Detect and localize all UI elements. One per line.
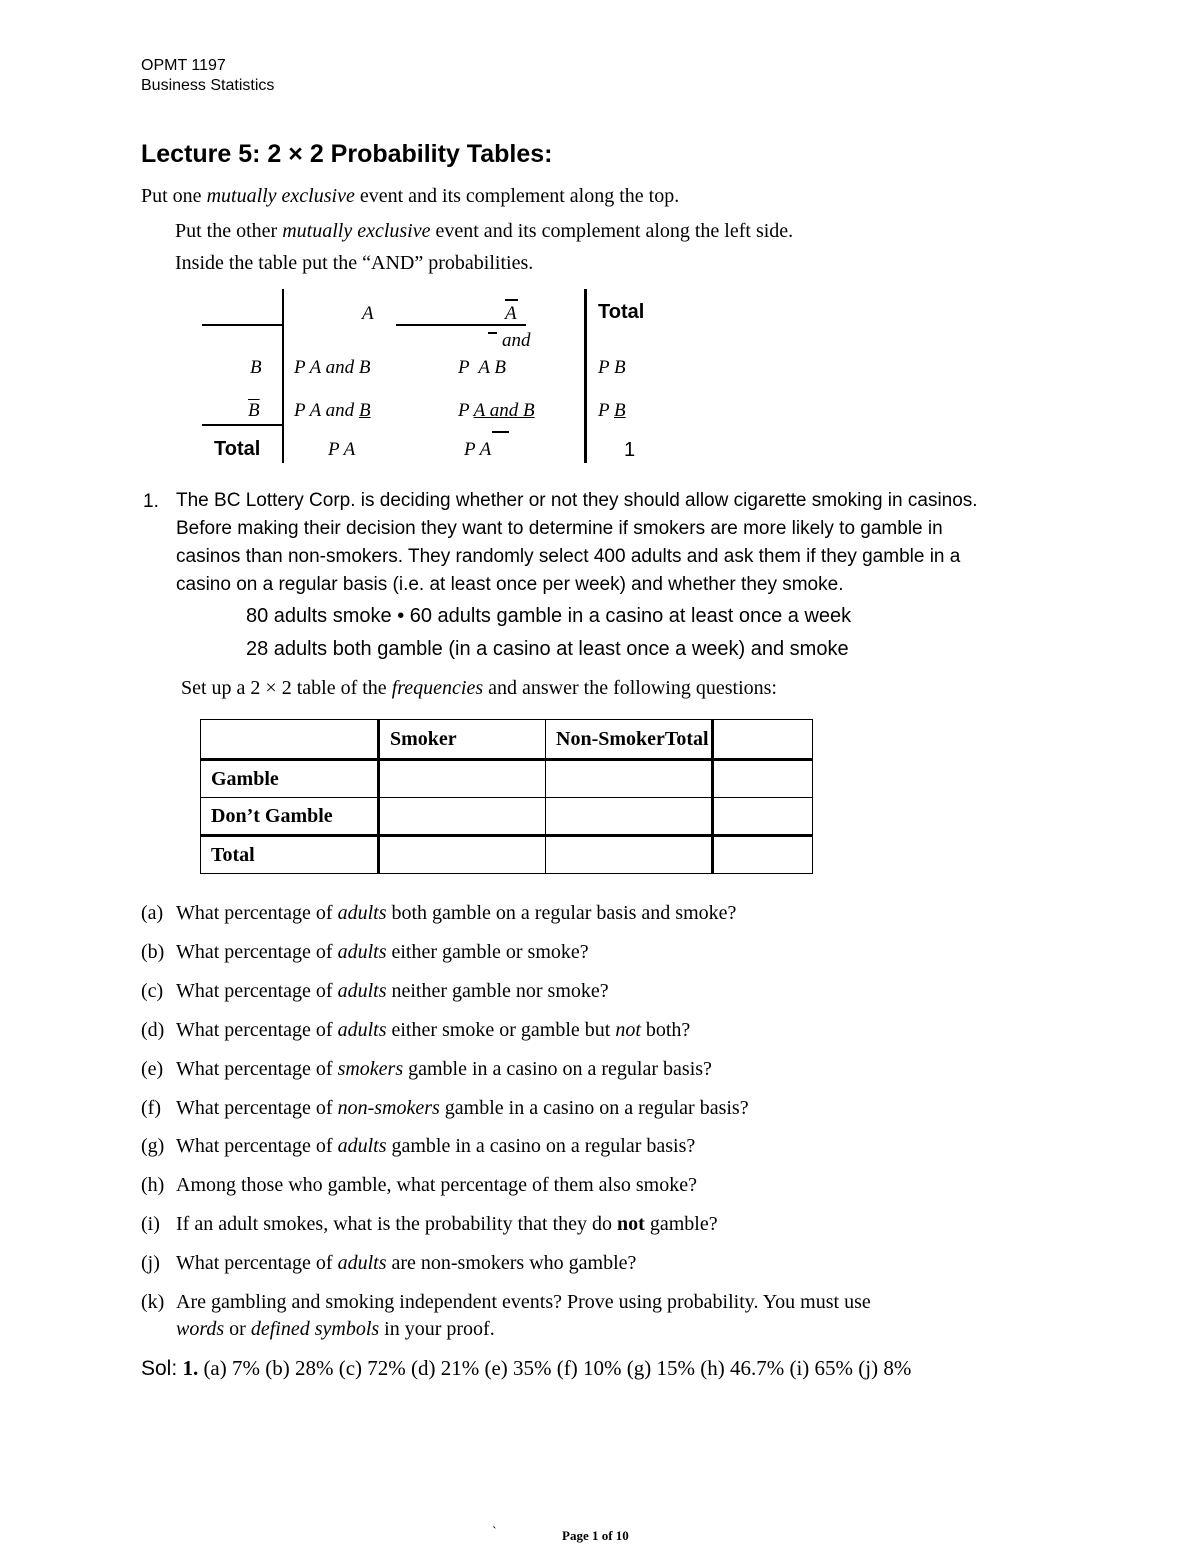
prob-cell-total-total: 1: [624, 439, 636, 461]
question-item: [141, 980, 609, 1003]
problem-fact-1: 80 adults smoke • 60 adults gamble in a casino at least once a week: [246, 605, 852, 627]
prob-row-b: B: [250, 357, 262, 378]
question-label: (i): [141, 1213, 160, 1235]
prob-col-total: Total: [598, 301, 645, 323]
question-item: [141, 1252, 636, 1275]
question-label: (g): [141, 1135, 165, 1157]
intro-line-3: Inside the table put the “AND” probabilities.: [175, 252, 534, 274]
freq-row-gamble: [201, 760, 813, 798]
prob-cell-total-a: P A: [328, 439, 356, 460]
question-k-post: in your proof.: [379, 1318, 495, 1340]
question-label: (d): [141, 1019, 165, 1041]
question-text: What percentage of: [176, 980, 338, 1002]
question-label: (c): [141, 980, 164, 1002]
question-emphasis: smokers: [337, 1058, 404, 1080]
freq-header-nonsmoker-total: Non-SmokerTotal: [546, 720, 713, 760]
prob-cell-bbar-total: [598, 400, 626, 422]
abar-overline-total: [492, 431, 509, 433]
prob-table-left-rule: [282, 289, 284, 463]
question-k-line-2: [176, 1318, 495, 1341]
prob-cell-bbar-abar-a: A: [473, 400, 485, 421]
prob-cell-bbar-total-b: B: [614, 400, 626, 421]
problem-setup: [181, 677, 777, 700]
question-label: (f): [141, 1097, 161, 1119]
question-label: (j): [141, 1252, 160, 1274]
freq-cell-dontgamble-smoker[interactable]: [379, 798, 546, 836]
question-text-post: either gamble or smoke?: [386, 941, 589, 963]
question-text: What percentage of: [176, 1058, 338, 1080]
question-text-mid: either smoke or gamble but: [386, 1019, 616, 1041]
intro-line-2-pre: Put the other: [175, 220, 283, 242]
freq-header-row: [201, 720, 813, 760]
freq-row-label: Gamble: [201, 760, 379, 798]
problem-text-line-2: Before making their decision they want to determine if smokers are more likely to gamble in: [176, 518, 943, 539]
prob-cell-bbar-a-b: B: [358, 400, 371, 421]
problem-text-line-1: The BC Lottery Corp. is deciding whether or not they should allow cigarette smoking in casinos.: [176, 490, 978, 511]
question-text-post: gamble in a casino on a regular basis?: [386, 1135, 696, 1157]
prob-and-label: and: [502, 330, 531, 351]
question-item: [141, 1097, 749, 1120]
question-k-mid: or: [224, 1318, 251, 1340]
solution-line: [141, 1356, 911, 1381]
prob-cell-total-abar-a: A: [479, 439, 492, 460]
question-item: [141, 1213, 718, 1236]
intro-line-2-em: mutually exclusive: [282, 220, 431, 242]
prob-cell-bbar-abar-b: B: [522, 400, 535, 421]
question-item: [141, 1058, 712, 1081]
question-text: Among those who gamble, what percentage of them also smoke?: [176, 1174, 697, 1196]
question-item: [141, 941, 589, 964]
prob-col-a: A: [362, 303, 374, 324]
course-code: OPMT 1197: [141, 57, 226, 74]
intro-line-2: [175, 220, 793, 243]
question-text: What percentage of: [176, 1135, 338, 1157]
question-text-post: both?: [640, 1019, 691, 1041]
question-strong: not: [617, 1213, 645, 1235]
question-label: (e): [141, 1058, 164, 1080]
freq-cell-total-total[interactable]: [713, 836, 813, 874]
freq-cell-gamble-total[interactable]: [713, 760, 813, 798]
question-text-post: gamble in a casino on a regular basis?: [403, 1058, 712, 1080]
question-item: [141, 1135, 695, 1158]
prob-cell-b-a: P A and B: [294, 357, 371, 378]
question-label: (h): [141, 1174, 165, 1196]
prob-cell-b-abar: P A B: [458, 357, 507, 378]
freq-cell-total-nonsmoker[interactable]: [546, 836, 713, 874]
prob-table-stub-rule: [202, 324, 282, 326]
question-text: What percentage of: [176, 941, 338, 963]
prob-row-total: Total: [214, 438, 261, 460]
abar-overline-header: [505, 299, 518, 301]
intro-line-1-pre: Put one: [141, 185, 207, 207]
question-text-post: are non-smokers who gamble?: [386, 1252, 637, 1274]
question-emphasis: adults: [337, 902, 387, 924]
course-subject: Business Statistics: [141, 77, 275, 94]
question-item: [141, 902, 736, 925]
freq-row-label: Don’t Gamble: [201, 798, 379, 836]
footer-tick: `: [492, 1525, 497, 1540]
prob-table-row-rule: [202, 424, 282, 426]
problem-text-line-4: casino on a regular basis (i.e. at least once per week) and whether they smoke.: [176, 574, 844, 595]
problem-fact-2: 28 adults both gamble (in a casino at least once a week) and smoke: [246, 638, 849, 660]
solution-label: Sol:: [141, 1357, 178, 1380]
prob-cell-bbar-total-p: P: [598, 400, 615, 421]
question-emphasis: adults: [337, 1135, 387, 1157]
question-text: Are gambling and smoking independent events? Prove using probability. You must use: [176, 1291, 871, 1313]
prob-table-right-rule: [584, 289, 587, 463]
freq-row-label: Total: [201, 836, 379, 874]
freq-header-blank: [201, 720, 379, 760]
freq-header-smoker: Smoker: [379, 720, 546, 760]
freq-row-dont-gamble: [201, 798, 813, 836]
question-item: [141, 1019, 690, 1042]
question-item: [141, 1174, 697, 1197]
frequency-table: [200, 719, 813, 874]
intro-line-2-post: event and its complement along the left side.: [430, 220, 794, 242]
question-emphasis-2: not: [615, 1019, 641, 1041]
freq-row-total: [201, 836, 813, 874]
question-text: What percentage of: [176, 902, 338, 924]
intro-line-1-em: mutually exclusive: [206, 185, 355, 207]
page-number: Page 1 of 10: [562, 1528, 629, 1543]
solution-number: 1.: [182, 1356, 199, 1380]
question-text-post: gamble?: [644, 1213, 718, 1235]
question-emphasis: adults: [337, 980, 387, 1002]
problem-setup-pre: Set up a 2 × 2 table of the: [181, 677, 392, 699]
question-k-em1: words: [176, 1318, 225, 1340]
freq-header-total-blank: [713, 720, 813, 760]
freq-cell-total-smoker[interactable]: [379, 836, 546, 874]
prob-cell-total-abar: [464, 439, 491, 461]
prob-cell-bbar-a: [294, 400, 371, 422]
freq-cell-gamble-nonsmoker[interactable]: [546, 760, 713, 798]
freq-cell-gamble-smoker[interactable]: [379, 760, 546, 798]
prob-row-bbar-letter: $\overline{B}$: [248, 400, 260, 421]
question-item: [141, 1291, 871, 1314]
prob-col-abar: A: [505, 303, 517, 324]
question-label: (a): [141, 902, 164, 924]
question-label: (b): [141, 941, 165, 963]
question-k-em2: defined symbols: [250, 1318, 380, 1340]
question-emphasis: adults: [337, 941, 387, 963]
question-text: What percentage of: [176, 1019, 338, 1041]
question-emphasis: non-smokers: [337, 1097, 440, 1119]
prob-cell-total-abar-p: P: [464, 439, 480, 460]
abar-overline-and: [488, 332, 497, 334]
freq-cell-dontgamble-total[interactable]: [713, 798, 813, 836]
prob-row-bbar: [248, 400, 260, 422]
solution-answers: (a) 7% (b) 28% (c) 72% (d) 21% (e) 35% (f) 10% (g) 15% (h) 46.7% (i) 65% (j) 8%: [198, 1356, 912, 1380]
question-emphasis: adults: [337, 1252, 387, 1274]
question-text: What percentage of: [176, 1252, 338, 1274]
problem-setup-post: and answer the following questions:: [483, 677, 777, 699]
prob-cell-b-total: P B: [598, 357, 626, 378]
freq-cell-dontgamble-nonsmoker[interactable]: [546, 798, 713, 836]
question-text-post: both gamble on a regular basis and smoke?: [386, 902, 737, 924]
question-text: If an adult smokes, what is the probability that they do: [176, 1213, 618, 1235]
problem-number: 1.: [143, 491, 159, 512]
prob-cell-bbar-abar: [458, 400, 535, 422]
problem-setup-em: frequencies: [391, 677, 484, 699]
problem-text-line-3: casinos than non-smokers. They randomly select 400 adults and ask them if they gamble in a: [176, 546, 961, 567]
intro-line-1-post: event and its complement along the top.: [354, 185, 680, 207]
question-text: What percentage of: [176, 1097, 338, 1119]
question-text-post: gamble in a casino on a regular basis?: [439, 1097, 749, 1119]
question-text-post: neither gamble nor smoke?: [386, 980, 609, 1002]
question-emphasis: adults: [337, 1019, 387, 1041]
prob-cell-bbar-a-pre: P A and: [294, 400, 359, 421]
prob-cell-bbar-abar-p: P: [458, 400, 474, 421]
intro-line-1: [141, 185, 679, 208]
question-label: (k): [141, 1291, 165, 1313]
lecture-title: Lecture 5: 2 × 2 Probability Tables:: [141, 140, 553, 168]
prob-cell-bbar-abar-mid: and: [484, 400, 523, 421]
